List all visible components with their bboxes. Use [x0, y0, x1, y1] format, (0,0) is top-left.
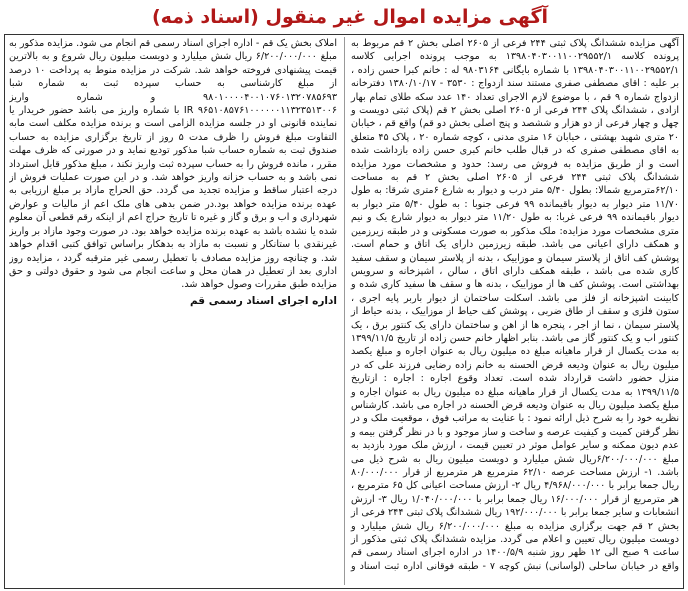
notice-signature: اداره اجرای اسناد رسمی قم [189, 294, 337, 307]
notice-body: آگهی مزایده ششدانگ پلاک ثبتی ۲۴۴ فرعی از ۲۶۰۵ اصلی بخش ۲ قم مربوط به پرونده کلاسه ۱۳۹۸۰۴۰۳۰۰۱۱۰۰۲۹۵۵۲/۱ به موجب پرونده اجرایی کلاسه ۱۳۹۸۰۴۰۳۰۰۱۱۰۰۲۹۵۵۲/۱ با شماره بایگانی ۹۸۰۳۱۶۴ له : خانم کبرا حسن زاده ، بر علیه : اقای مصطفی صفری مستند سند ازدواج : ۳۵۳۰ - ۱۳۸۰/۱۰/۱۷ دفترخانه ازدواج شماره ۹ قم ، با موضوع لازم الاجرای تعداد ۱۴۰ عدد سکه طلای تمام بهار ازادی ، ششدانگ پلاک ۲۴۴ فرعی از ۲۶۰۵ اصلی بخش ۲ قم (پلاک ثبتی دویست و چهل و چهار فرعی از دو هزار و ششصد و پنج اصلی بخش دو قم) واقع قم ، خیابان ۲۰ متری شهید بهشتی ، خیابان ۱۶ متری مدنی ، کوچه شماره ۲۰ ، پلاک ۴۵ متعلق به اقای مصطفی صفری که در قبال طلب خانم کبری حسن زاده بازداشت شده است و از طریق مزایده به فروش می رسد: حدود و مشخصات مورد مزایده ششدانگ پلاک ثبتی ۲۴۴ فرعی از ۲۶۰۵ اصلی بخش ۲ قم به مساحت ۶۲/۱۰مترمربع شمالا: بطول ۵/۴۰ متر درب و دیوار به شارع ۶متری شرقا: به طول ۱۱/۷۰ متر دیوار به دیوار باقیمانده ۹۹ فرعی جنوبا : به طول ۵/۴۰ متر دیوار به دیوار باقیمانده ۹۹ فرعی غربا: به طول ۱۱/۲۰ متر دیوار به دیوار شارع یک و نیم متری مشخصات مورد مزایده: ملک مذکور به صورت مسکونی و در طبقه زیرزمین و همکف دارای اعیانی می باشد. طبقه زیرزمین دارای یک اتاق و حمام است. پوشش کف اتاق از پلاستر سیمان و موزاییک ، بدنه از پلاستر سیمان و سقف سفید کاری شده می باشد ، طبقه همکف دارای اتاق ، سالن ، اشپزخانه و سرویس بهداشتی است. پوشش کف ها از موزاییک ، بدنه ها و سقف ها سفید کاری شده و کابینت اشپزخانه از فلز می باشد. اسکلت ساختمان از دیوار باربر پایه اجری ، ستون فلزی و سقف از طاق ضربی ، پوشش کف حیاط از موزاییک ، بدنه حیاط از پلاستر سیمان ، نما از اجر ، پنجره ها از اهن و ساختمان دارای یک کنتور برق ، یک کنتور اب و یک کنتور گاز می باشد. بنابر اظهار خانم حسن زاده از تاریخ ۱۳۹۹/۱۱/۵ به مدت یکسال از قرار ماهیانه مبلغ ده میلیون ریال به عنوان اجاره و مبلغ یکصد میلیون ریال به عنوان ودیعه قرض الحسنه به خانم زاده رضایی فرزند علی که در منزل حضور داشت قرارداد شده است. تعداد وقوع اجاره : اجاره : ازتاریخ ۱۳۹۹/۱۱/۵ به مدت یکسال از قرار ماهیانه مبلغ ده میلیون ریال به عنوان اجاره و مبلغ یکصد میلیون ریال به عنوان ودیعه قرض الحسنه در اجاره می باشد. کارشناس نظریه خود را به شرح ذیل ارائه نمود : با عنایت به مراتب فوق ، موقعیت ملک و در نظر گرفتن کمیت و کیفیت عرصه و ساخت و ساز موجود و با در نظر گرفتن بیمه و عدم دیون ممکنه و سایر عوامل موثر در تعیین قیمت ، ارزش ملک مورد بازدید به مبلغ ۶/۲۰۰/۰۰۰/۰۰۰ریال شش میلیارد و دویست میلیون ریال به شرح ذیل می باشد. ۱- ارزش مساحت عرصه ۶۲/۱۰ مترمربع هر مترمربع از قرار ۸۰/۰۰۰/۰۰۰ ریال جمعا برابر با ۴/۹۶۸/۰۰۰/۰۰۰ ریال ۲- ارزش مساحت اعیانی کل ۶۵ مترمربع ، هر مترمربع از قرار ۱۶/۰۰۰/۰۰۰ ریال جمعا برابر با ۱/۰۴۰/۰۰۰/۰۰۰ ریال ۳- ارزش انشعابات و سایر جمعا برابر با ۱۹۲/۰۰۰/۰۰۰ ریال ششدانگ پلاک ثبتی ۲۴۴ فرعی از بخش ۲ قم جهت برگزاری مزایده به مبلغ ۶/۲۰۰/۰۰۰/۰۰۰ ریال شش میلیارد و دویست میلیون ریال تعیین و اعلام می گردد. مزایده ششدانگ پلاک ثبتی مذکور از ساعت ۹ صبح الی ۱۲ ظهر روز شنبه ۱۴۰۰/۵/۹ در اداره اجرای اسناد رسمی قم واقع در خیابان ساحلی (لواسانی) نبش کوچه ۷ - طبقه فوقانی اداره ثبت اسناد و املاک بخش یک قم - اداره اجرای اسناد رسمی قم انجام می شود. مزایده مذکور به مبلغ ۶/۲۰۰/۰۰۰/۰۰۰ ریال شش میلیارد و دویست میلیون ریال شروع و به بالاترین قیمت پیشنهادی فروخته خواهد شد. شرکت در مزایده منوط به پرداخت ۱۰ درصد از مبلغ کارشناسی به حساب سپرده ثبت به شماره شبا ۹۸۰۱۰۰۰۰۴۰۰۱۰۷۶۰۱۳۲۰۷۸۵۶۹۳ و شماره واریز ۹۶۵۱۰۸۵۷۶۱۰۰۰۰۰۰۱۱۳۲۳۵۱۳۰۰۶ IR با شماره واریز می باشد حضور خریدار یا نماینده قانونی او در جلسه مزایده الزامی است و برنده مزایده مکلف است مابه التفاوت مبلغ فروش را ظرف مدت ۵ روز از تاریخ برگزاری مزایده به حساب صندوق ثبت به شماره حساب شبا مذکور تودیع نماید و در صورتی که ظرف مهلت مقرر ، مانده فروش را به حساب سپرده ثبت واریز نکند ، مبلغ مذکور قابل استرداد نمی باشد و به حساب خزانه واریز خواهد شد. و در این صورت عملیات فروش از درجه اعتبار ساقط و مزایده تجدید می گردد. حق الحراج مازاد بر مبلغ ارزیابی به عهده برنده مزایده خواهد بود.در ضمن بدهی های ملک اعم از مالیات و عوارض شهرداری و اب و برق و گاز و غیره تا تاریخ حراج اعم از اینکه رقم قطعی آن معلوم شده یا نشده باشد به عهده برنده مزایده خواهد بود. در صورت وجود مازاد بر واریز غیرنقدی با ستانکار و نسبت به مازاد به بدهکار براساس توافق کتبی اقدام خواهد شد. و چنانچه روز مزایده مصادف با تعطیل رسمی غیر مترقبه گردد ، مزایده روز اداری بعد از تعطیل در همان محل و ساعت انجام می شود و حقوق دولتی و حق مزایده طبق مقررات وصول خواهد شد. [9, 38, 679, 572]
notice-columns [9, 37, 679, 585]
notice-frame [4, 34, 684, 589]
notice-header [150, 0, 550, 34]
notice-title: آگهی مزایده اموال غیر منقول (اسناد ذمه) [152, 6, 549, 28]
